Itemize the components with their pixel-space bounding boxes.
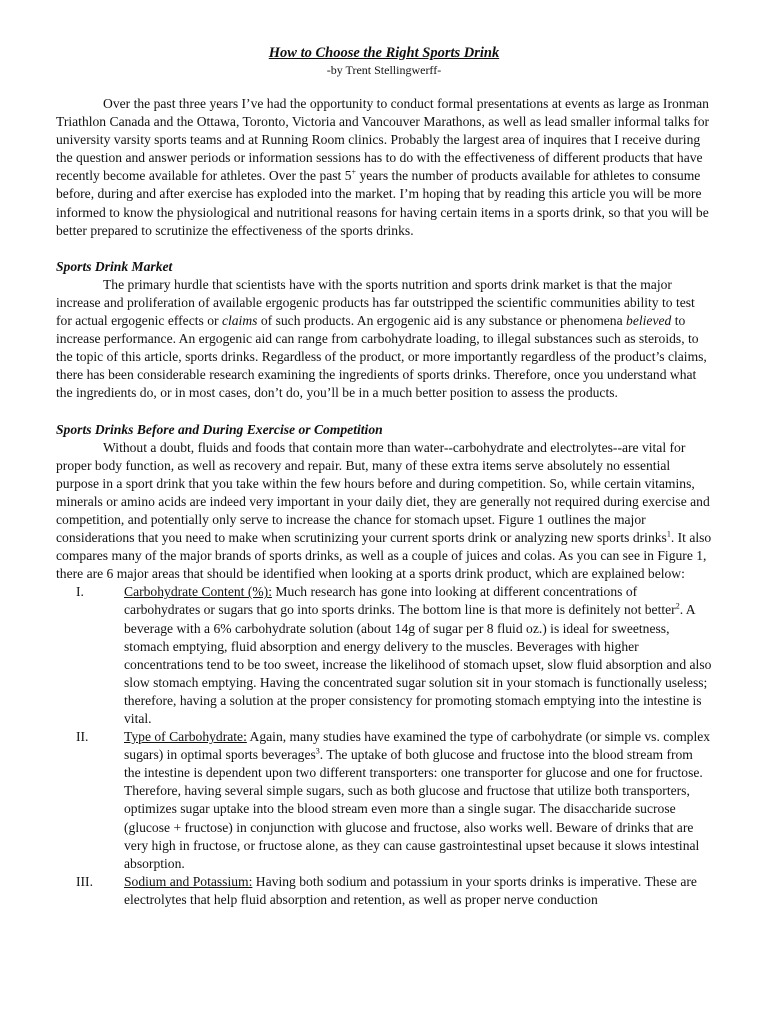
market-emphasis-claims: claims [221, 313, 258, 329]
list-item-label: Type of Carbohydrate: [124, 729, 247, 745]
market-text-a: The primary hurdle that scientists have with the sports nutrition and sports drink market is that the major increase and proliferation of available ergogenic products has far outstripped the scientific communities ability to test for actual ergogenic effects or [56, 276, 695, 329]
list-item-text-a: Much research has gone into looking at different concentrations of carbohydrates or sugars that go into sports drinks. The bottom line is that more is definitely not better [124, 584, 676, 618]
section-heading-before-during: Sports Drinks Before and During Exercise or Competition [56, 421, 383, 437]
byline: -by Trent Stellingwerff- [326, 63, 442, 77]
list-item [56, 728, 712, 873]
list-item-text-b: . A beverage with a 6% carbohydrate solution (about 14g of sugar per 8 fluid oz.) is ideal for sweetness, stomach emptying, fluid absorption and energy delivery to the muscles. Beverages with higher concentrations tend to be too sweet, increase the likelihood of stomach upset, slow fluid absorption and also slow stomach emptying. Having the concentrated sugar solution sit in your stomach is functionally useless; therefore, having a solution at the proper consistency for promoting stomach emptying into the intestine is vital. [124, 602, 712, 726]
market-emphasis-believed: believed [626, 313, 672, 329]
market-paragraph [56, 276, 712, 403]
list-item-text-b: . The uptake of both glucose and fructose into the blood stream from the intestine is dependent upon two different transporters: one transporter for glucose and one for fructose. Therefore, having several simple sugars, such as both glucose and fructose that utilize both transporters, optimizes sugar uptake into the blood stream even more than a single sugar. The disaccharide sucrose (glucose + fructose) in conjunction with glucose and fructose, also works well. Beware of drinks that are very high in fructose, or fructose alone, as they can cause gastrointestinal upset because it slows intestinal absorption. [124, 747, 703, 871]
document-title: How to Choose the Right Sports Drink [268, 45, 500, 61]
market-text-b: of such products. An ergogenic aid is any substance or phenomena [257, 313, 627, 329]
footnote-ref-3: 3 [315, 746, 320, 756]
before-during-text-b: . It also compares many of the major brands of sports drinks, as well as a couple of juices and colas. As you can see in Figure 1, there are 6 major areas that should be identified when looking at a sports drink product, which are explained below: [56, 530, 712, 582]
list-item-label: Sodium and Potassium: [124, 873, 253, 889]
list-item-number: II. [76, 729, 89, 745]
before-during-text-a: Without a doubt, fluids and foods that contain more than water--carbohydrate and electrolytes--are vital for proper body function, as well as recovery and repair. But, many of these extra items serve absolutely no essential purpose in a sport drink that you take within the few hours before and during competition. So, while certain vitamins, minerals or amino acids are indeed very important in your daily diet, they are generally not required during exercise and competition, and potentially only serve to increase the chance for stomach upset. Figure 1 outlines the major considerations that you need to make when scrutinizing your current sports drink or analyzing new sports drinks [56, 439, 710, 546]
footnote-ref-2: 2 [675, 601, 680, 611]
intro-text-b: years the number of products available for athletes to consume before, during and after exercise has exploded into the market. I’m hoping that by reading this article you will be more informed to know the physiological and nutritional reasons for having certain items in a sports drink, so that you will be better prepared to scrutinize the effectiveness of the sports drinks. [56, 168, 709, 238]
list-item-number: III. [76, 873, 93, 889]
intro-superscript: + [351, 167, 357, 177]
market-text-c: to increase performance. An ergogenic aid can range from carbohydrate loading, to illegal substances such as steroids, to the topic of this article, sports drinks. Regardless of the product, or more importantly regardless of the product’s claims, there has been considerable research examining the ingredients of sports drinks. Therefore, once you understand what the ingredients do, or in most cases, don’t do, you’ll be in a much better position to assess the products. [56, 313, 707, 401]
footnote-ref-1: 1 [666, 529, 671, 539]
list-item-label: Carbohydrate Content (%): [124, 584, 272, 600]
considerations-list [56, 583, 712, 909]
list-item-text-a: Again, many studies have examined the type of carbohydrate (or simple vs. complex sugars) in optimal sports beverages [124, 729, 711, 763]
list-item [56, 583, 712, 728]
before-during-paragraph [56, 439, 712, 584]
intro-text-a: Over the past three years I’ve had the opportunity to conduct formal presentations at events as large as Ironman Triathlon Canada and the Ottawa, Toronto, Victoria and Vancouver Marathons, as well as lead smaller informal talks for university varsity sports teams and at Running Room clinics. Probably the largest area of inquires that I receive during the question and answer periods or information sessions has to do with the effectiveness of different products that have recently become available for athletes. Over the past 5 [56, 96, 710, 184]
list-item-text-a: Having both sodium and potassium in your sports drinks is imperative. These are electrolytes that help fluid absorption and retention, as well as proper nerve conduction [124, 873, 697, 907]
section-heading-market: Sports Drink Market [56, 258, 173, 274]
list-item-number: I. [76, 584, 84, 600]
list-item [56, 873, 712, 909]
intro-paragraph [56, 95, 712, 240]
